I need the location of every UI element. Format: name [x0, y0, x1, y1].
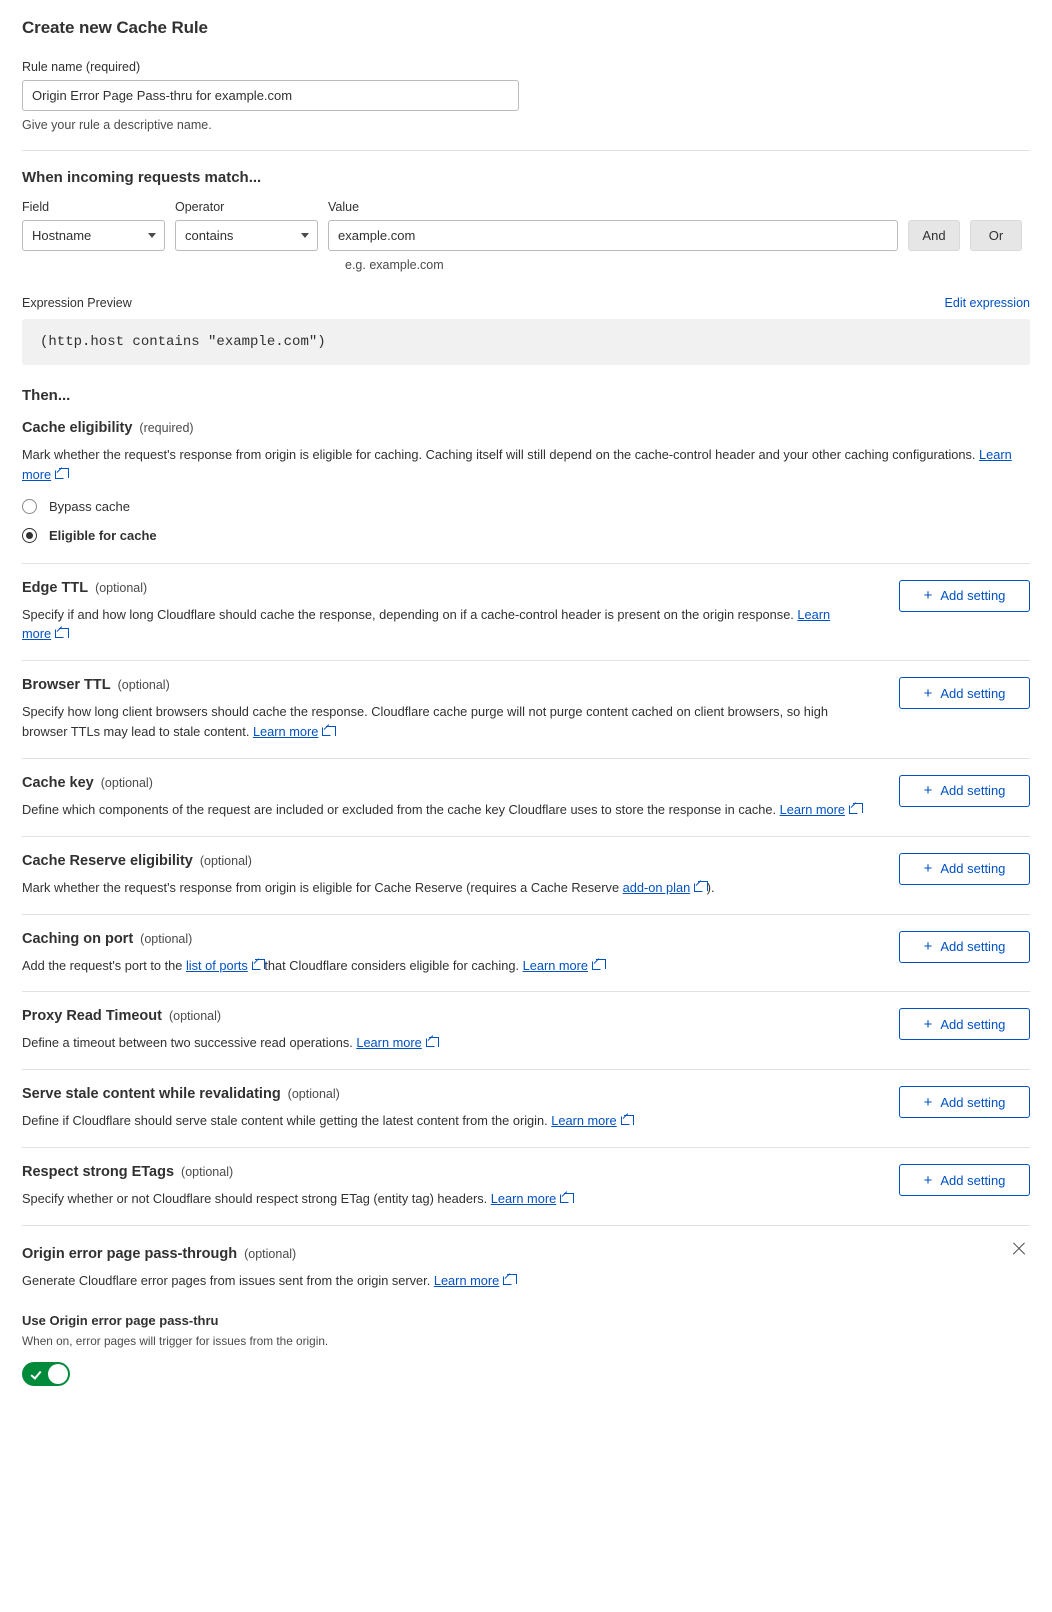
close-icon[interactable] — [1010, 1240, 1028, 1258]
edit-expression-link[interactable]: Edit expression — [944, 296, 1030, 310]
match-row — [22, 200, 1030, 251]
add-setting-label: Add setting — [940, 861, 1006, 877]
rule-name-help: Give your rule a descriptive name. — [22, 118, 212, 132]
add-setting-button[interactable] — [899, 1086, 1030, 1118]
plus-icon: + — [923, 782, 933, 800]
setting-desc-text: Generate Cloudflare error pages from issues sent from the origin server. — [22, 1272, 434, 1288]
plus-icon: + — [923, 1171, 933, 1189]
plus-icon: + — [923, 1093, 933, 1111]
field-column — [22, 200, 165, 251]
setting-title: Caching on port — [22, 930, 134, 947]
setting-title: Edge TTL — [22, 579, 89, 596]
learn-more-link[interactable]: Learn more — [433, 1272, 500, 1288]
plus-icon: + — [923, 1015, 933, 1033]
cache-eligibility-desc-text: Mark whether the request's response from origin is eligible for caching. Caching itself will still depend on the cache-control header and your other caching configurations. — [22, 447, 980, 462]
setting-browser-ttl — [22, 661, 1030, 759]
learn-more-link[interactable]: Learn more — [779, 801, 846, 817]
setting-title: Cache Reserve eligibility — [22, 852, 193, 869]
external-link-icon — [55, 470, 64, 479]
setting-edge-ttl — [22, 564, 1030, 662]
expression-header — [22, 296, 1030, 310]
add-setting-label: Add setting — [940, 685, 1006, 701]
external-link-icon — [322, 727, 331, 736]
setting-heading — [22, 677, 1030, 693]
rule-name-label: Rule name (required) — [22, 60, 141, 74]
setting-heading — [22, 1086, 1030, 1102]
expression-label: Expression Preview — [22, 296, 132, 310]
setting-description — [22, 956, 862, 976]
learn-more-link[interactable]: Learn more — [22, 606, 831, 642]
setting-desc-text: Define a timeout between two successive read operations. — [22, 1035, 357, 1051]
setting-description — [22, 800, 862, 820]
radio-icon[interactable] — [22, 499, 37, 514]
learn-more-link[interactable]: Learn more — [522, 957, 589, 973]
setting-desc-text: Specify whether or not Cloudflare should respect strong ETag (entity tag) headers. — [22, 1191, 491, 1207]
value-hint: e.g. example.com — [345, 258, 444, 272]
add-setting-button[interactable] — [899, 775, 1030, 807]
add-setting-button[interactable] — [899, 931, 1030, 963]
setting-title: Respect strong ETags — [22, 1164, 175, 1181]
setting-title: Cache key — [22, 774, 94, 791]
setting-optional: (optional) — [100, 775, 153, 790]
cache-eligibility-block — [22, 404, 1030, 564]
check-icon — [30, 1368, 41, 1380]
external-link-icon — [503, 1276, 512, 1285]
origin-error-toggle[interactable] — [22, 1362, 70, 1386]
learn-more-link[interactable]: Learn more — [490, 1191, 557, 1207]
plus-icon: + — [923, 938, 933, 956]
add-setting-button[interactable] — [899, 580, 1030, 612]
learn-more-link[interactable]: Learn more — [551, 1113, 617, 1129]
operator-column — [175, 200, 318, 251]
setting-desc-text: Specify if and how long Cloudflare should cache the response, depending on if a cache-control header is present on the origin response. — [22, 606, 798, 622]
setting-description — [22, 605, 862, 645]
radio-label: Bypass cache — [49, 498, 130, 514]
setting-proxy-read-timeout — [22, 992, 1030, 1070]
setting-caching-on-port — [22, 915, 1030, 993]
operator-select-wrap[interactable] — [175, 220, 318, 251]
chevron-down-icon — [148, 233, 156, 238]
field-select[interactable]: Hostname — [22, 220, 165, 251]
external-link-icon — [592, 961, 601, 970]
learn-more-link[interactable]: Learn more — [22, 447, 1012, 482]
setting-desc-text: Mark whether the request's response from origin is eligible for Cache Reserve (requires a Cache Reserve — [22, 879, 623, 895]
setting-optional: (optional) — [181, 1165, 234, 1180]
setting-optional: (optional) — [287, 1087, 340, 1102]
setting-description — [22, 878, 862, 898]
setting-optional: (optional) — [244, 1246, 297, 1261]
add-on-plan-link[interactable]: add-on plan — [622, 879, 691, 895]
radio-bypass-cache[interactable] — [22, 499, 1030, 514]
operator-label: Operator — [175, 200, 225, 214]
add-setting-button[interactable] — [899, 1008, 1030, 1040]
setting-cache-reserve-eligibility — [22, 837, 1030, 915]
setting-heading — [22, 931, 1030, 947]
setting-optional: (optional) — [168, 1009, 222, 1024]
add-setting-button[interactable] — [899, 853, 1030, 885]
setting-respect-strong-etags — [22, 1148, 1030, 1226]
setting-desc-text: Add the request's port to the — [22, 957, 186, 973]
rule-name-input[interactable] — [22, 80, 519, 111]
field-select-wrap[interactable] — [22, 220, 165, 251]
setting-description — [22, 1033, 862, 1053]
setting-desc-text-post: ). — [703, 879, 715, 895]
setting-optional: (optional) — [199, 853, 252, 868]
operator-select[interactable]: contains — [175, 220, 318, 251]
add-setting-button[interactable] — [899, 677, 1030, 709]
setting-title: Proxy Read Timeout — [22, 1008, 162, 1025]
setting-desc-text: Specify how long client browsers should cache the response. Cloudflare cache purge will not purge content cached on client browsers, so high browser TTLs may lead to stale content. — [22, 704, 828, 740]
learn-more-link[interactable]: Learn more — [252, 724, 319, 740]
external-link-icon — [426, 1038, 435, 1047]
add-setting-label: Add setting — [940, 783, 1006, 799]
then-title: Then... — [22, 387, 71, 404]
external-link-icon — [621, 1116, 630, 1125]
external-link-icon — [252, 961, 261, 970]
add-setting-label: Add setting — [940, 1094, 1006, 1110]
setting-heading — [22, 580, 1030, 596]
or-button[interactable]: Or — [970, 220, 1022, 251]
setting-optional: (optional) — [140, 931, 193, 946]
add-setting-label: Add setting — [940, 1172, 1006, 1188]
radio-icon-selected[interactable] — [22, 528, 37, 543]
chevron-down-icon — [301, 233, 309, 238]
cache-eligibility-heading — [22, 420, 1030, 436]
external-link-icon — [560, 1194, 569, 1203]
cache-eligibility-required: (required) — [139, 421, 194, 435]
match-section-title: When incoming requests match... — [22, 169, 262, 186]
divider — [22, 150, 1030, 151]
external-link-icon — [849, 805, 858, 814]
toggle-knob — [48, 1364, 68, 1384]
value-column — [328, 200, 898, 251]
setting-origin-error-page-pass-through — [22, 1226, 1030, 1402]
setting-title: Browser TTL — [22, 677, 111, 694]
setting-desc-text-mid: that Cloudflare considers eligible for caching. — [260, 957, 523, 973]
setting-heading — [22, 1008, 1030, 1024]
setting-description — [22, 1271, 862, 1291]
rule-name-group — [22, 60, 1030, 132]
setting-title: Serve stale content while revalidating — [22, 1086, 281, 1103]
add-setting-label: Add setting — [940, 588, 1006, 604]
plus-icon: + — [923, 684, 933, 702]
expression-preview: (http.host contains "example.com") — [22, 319, 1030, 365]
page-title: Create new Cache Rule — [22, 18, 208, 37]
add-setting-label: Add setting — [940, 1016, 1006, 1032]
value-label: Value — [328, 200, 360, 214]
external-link-icon — [55, 629, 64, 638]
learn-more-link[interactable]: Learn more — [356, 1035, 422, 1051]
add-setting-button[interactable] — [899, 1164, 1030, 1196]
setting-description — [22, 1189, 862, 1209]
and-button[interactable]: And — [908, 220, 960, 251]
external-link-icon — [694, 883, 703, 892]
field-label: Field — [22, 200, 50, 214]
setting-optional: (optional) — [95, 580, 148, 595]
setting-desc-text: Define if Cloudflare should serve stale content while getting the latest content from the origin. — [22, 1113, 552, 1129]
cache-eligibility-description — [22, 445, 1012, 485]
setting-heading — [22, 1164, 1030, 1180]
setting-title: Origin error page pass-through — [22, 1245, 238, 1262]
setting-heading — [22, 1246, 1030, 1262]
setting-cache-key — [22, 759, 1030, 837]
add-setting-label: Add setting — [940, 939, 1006, 955]
radio-eligible-for-cache[interactable] — [22, 528, 1030, 543]
setting-heading — [22, 775, 1030, 791]
setting-description — [22, 1111, 862, 1131]
setting-description — [22, 702, 862, 742]
cache-eligibility-title: Cache eligibility — [22, 420, 133, 436]
value-input[interactable] — [328, 220, 898, 251]
setting-desc-text: Define which components of the request are included or excluded from the cache key Cloudflare uses to store the response in cache. — [22, 801, 780, 817]
plus-icon: + — [923, 587, 933, 605]
setting-optional: (optional) — [117, 678, 170, 693]
plus-icon: + — [923, 860, 933, 878]
origin-error-toggle-label: Use Origin error page pass-thru — [22, 1312, 219, 1328]
setting-heading — [22, 853, 1030, 869]
origin-error-toggle-description: When on, error pages will trigger for issues from the origin. — [22, 1333, 329, 1348]
radio-label: Eligible for cache — [49, 527, 157, 543]
list-of-ports-link[interactable]: list of ports — [185, 957, 248, 973]
setting-serve-stale-content — [22, 1070, 1030, 1148]
